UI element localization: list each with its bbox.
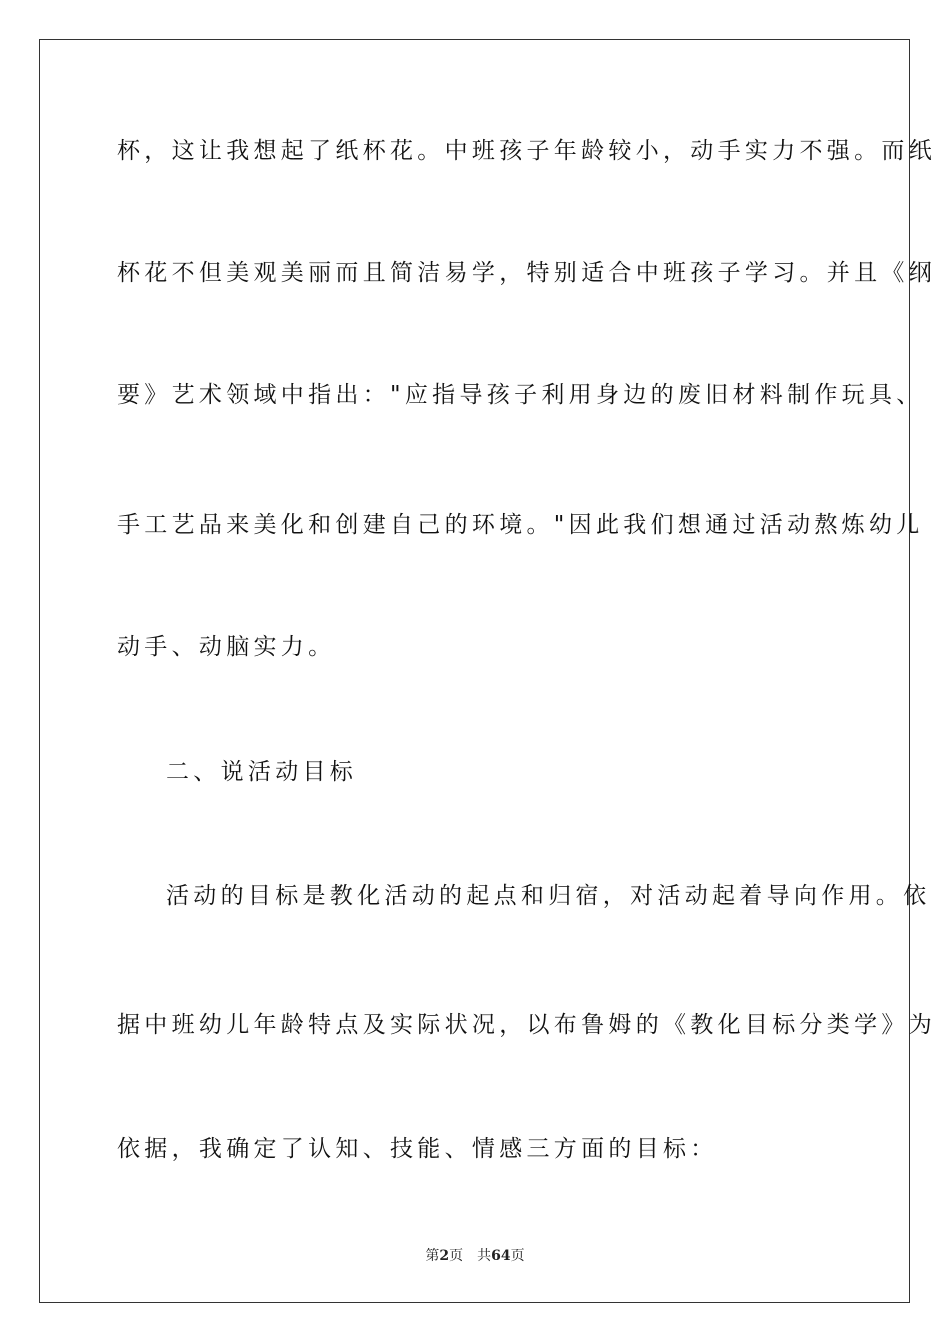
body-text-line: 据中班幼儿年龄特点及实际状况，以布鲁姆的《教化目标分类学》为 <box>117 1012 936 1038</box>
page-prefix: 第 <box>425 1248 440 1264</box>
body-text-line: 杯花不但美观美丽而且简洁易学，特别适合中班孩子学习。并且《纲 <box>117 260 936 286</box>
page-footer <box>0 1247 950 1265</box>
page-number: 2 <box>439 1248 450 1264</box>
body-text-line: 依据，我确定了认知、技能、情感三方面的目标： <box>117 1136 718 1162</box>
body-text-line: 动手、动脑实力。 <box>117 634 336 660</box>
body-text-line: 活动的目标是教化活动的起点和归宿，对活动起着导向作用。依 <box>166 883 931 909</box>
body-text-line: 手工艺品来美化和创建自己的环境。"因此我们想通过活动熬炼幼儿 <box>117 512 924 538</box>
section-heading: 二、说活动目标 <box>166 759 358 785</box>
total-suffix: 页 <box>510 1248 525 1264</box>
total-prefix: 共 <box>477 1248 492 1264</box>
page-suffix: 页 <box>449 1248 464 1264</box>
body-text-line: 杯，这让我想起了纸杯花。中班孩子年龄较小，动手实力不强。而纸 <box>117 138 936 164</box>
total-pages: 64 <box>491 1248 511 1264</box>
body-text-line: 要》艺术领域中指出："应指导孩子利用身边的废旧材料制作玩具、 <box>117 382 924 408</box>
page-border <box>39 39 910 1303</box>
